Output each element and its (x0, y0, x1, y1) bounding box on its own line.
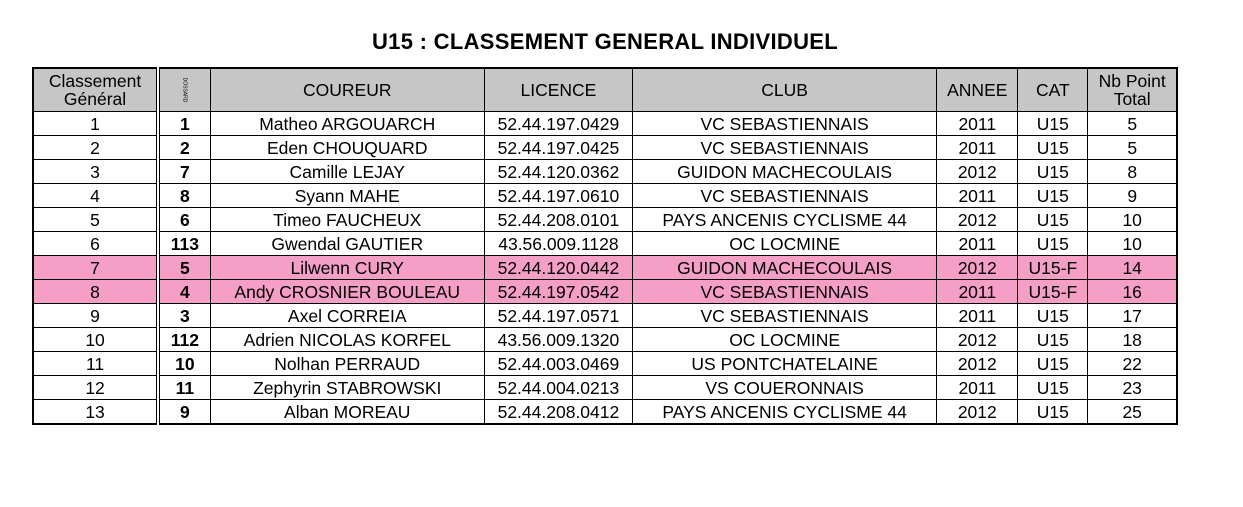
cell-licence: 52.44.120.0362 (484, 160, 632, 184)
cell-rider: Timeo FAUCHEUX (210, 208, 484, 232)
cell-category: U15 (1018, 112, 1088, 136)
cell-rider: Alban MOREAU (210, 400, 484, 425)
cell-bib: 1 (158, 112, 210, 136)
cell-licence: 52.44.003.0469 (484, 352, 632, 376)
cell-year: 2011 (937, 136, 1018, 160)
cell-category: U15-F (1018, 256, 1088, 280)
table-row (33, 352, 1177, 376)
table-row (33, 376, 1177, 400)
cell-points: 18 (1088, 328, 1177, 352)
cell-licence: 52.44.208.0101 (484, 208, 632, 232)
cell-category: U15 (1018, 376, 1088, 400)
cell-rider: Gwendal GAUTIER (210, 232, 484, 256)
header-year: ANNEE (937, 68, 1018, 112)
cell-points: 14 (1088, 256, 1177, 280)
cell-points: 23 (1088, 376, 1177, 400)
cell-rider: Zephyrin STABROWSKI (210, 376, 484, 400)
cell-bib: 5 (158, 256, 210, 280)
cell-licence: 52.44.120.0442 (484, 256, 632, 280)
cell-year: 2011 (937, 304, 1018, 328)
cell-year: 2011 (937, 112, 1018, 136)
cell-rank: 8 (33, 280, 158, 304)
cell-year: 2011 (937, 280, 1018, 304)
cell-points: 9 (1088, 184, 1177, 208)
standings-table (32, 67, 1178, 425)
cell-licence: 52.44.197.0425 (484, 136, 632, 160)
cell-points: 10 (1088, 208, 1177, 232)
header-rank: Classement Général (33, 68, 158, 112)
cell-rider: Axel CORREIA (210, 304, 484, 328)
cell-category: U15 (1018, 328, 1088, 352)
cell-rider: Andy CROSNIER BOULEAU (210, 280, 484, 304)
header-licence: LICENCE (484, 68, 632, 112)
cell-bib: 10 (158, 352, 210, 376)
cell-category: U15-F (1018, 280, 1088, 304)
cell-points: 5 (1088, 112, 1177, 136)
cell-licence: 52.44.197.0542 (484, 280, 632, 304)
cell-category: U15 (1018, 208, 1088, 232)
cell-rider: Lilwenn CURY (210, 256, 484, 280)
table-row (33, 256, 1177, 280)
header-points: Nb Point Total (1088, 68, 1177, 112)
cell-licence: 43.56.009.1320 (484, 328, 632, 352)
cell-rank: 4 (33, 184, 158, 208)
cell-category: U15 (1018, 160, 1088, 184)
cell-points: 25 (1088, 400, 1177, 425)
cell-year: 2012 (937, 208, 1018, 232)
header-row (33, 68, 1177, 112)
cell-category: U15 (1018, 304, 1088, 328)
cell-year: 2011 (937, 376, 1018, 400)
cell-licence: 52.44.004.0213 (484, 376, 632, 400)
cell-club: VC SEBASTIENNAIS (632, 184, 936, 208)
cell-rank: 1 (33, 112, 158, 136)
cell-club: VC SEBASTIENNAIS (632, 136, 936, 160)
cell-club: PAYS ANCENIS CYCLISME 44 (632, 208, 936, 232)
cell-bib: 3 (158, 304, 210, 328)
cell-rank: 5 (33, 208, 158, 232)
cell-club: PAYS ANCENIS CYCLISME 44 (632, 400, 936, 425)
cell-bib: 113 (158, 232, 210, 256)
cell-club: VS COUERONNAIS (632, 376, 936, 400)
cell-rank: 12 (33, 376, 158, 400)
cell-rider: Eden CHOUQUARD (210, 136, 484, 160)
cell-year: 2012 (937, 160, 1018, 184)
cell-category: U15 (1018, 184, 1088, 208)
cell-rank: 3 (33, 160, 158, 184)
table-row (33, 328, 1177, 352)
cell-rank: 9 (33, 304, 158, 328)
cell-category: U15 (1018, 352, 1088, 376)
cell-points: 5 (1088, 136, 1177, 160)
cell-points: 10 (1088, 232, 1177, 256)
cell-rider: Camille LEJAY (210, 160, 484, 184)
header-club: CLUB (632, 68, 936, 112)
cell-year: 2011 (937, 232, 1018, 256)
header-category: CAT (1018, 68, 1088, 112)
table-row (33, 304, 1177, 328)
table-row (33, 280, 1177, 304)
cell-category: U15 (1018, 232, 1088, 256)
table-row (33, 400, 1177, 425)
cell-rank: 10 (33, 328, 158, 352)
cell-licence: 52.44.197.0429 (484, 112, 632, 136)
table-row (33, 184, 1177, 208)
cell-club: OC LOCMINE (632, 232, 936, 256)
cell-points: 22 (1088, 352, 1177, 376)
cell-year: 2012 (937, 328, 1018, 352)
cell-licence: 52.44.197.0571 (484, 304, 632, 328)
cell-club: VC SEBASTIENNAIS (632, 304, 936, 328)
cell-year: 2012 (937, 400, 1018, 425)
cell-points: 17 (1088, 304, 1177, 328)
header-bib: DOSSARD (158, 68, 210, 112)
page-title: U15 : CLASSEMENT GENERAL INDIVIDUEL (371, 29, 839, 54)
cell-bib: 11 (158, 376, 210, 400)
table-row (33, 208, 1177, 232)
cell-bib: 4 (158, 280, 210, 304)
cell-rank: 2 (33, 136, 158, 160)
cell-rider: Syann MAHE (210, 184, 484, 208)
header-rider: COUREUR (210, 68, 484, 112)
cell-rank: 13 (33, 400, 158, 425)
table-row (33, 232, 1177, 256)
cell-points: 8 (1088, 160, 1177, 184)
cell-rider: Adrien NICOLAS KORFEL (210, 328, 484, 352)
cell-year: 2012 (937, 256, 1018, 280)
cell-rank: 6 (33, 232, 158, 256)
cell-club: VC SEBASTIENNAIS (632, 280, 936, 304)
cell-club: VC SEBASTIENNAIS (632, 112, 936, 136)
cell-rider: Nolhan PERRAUD (210, 352, 484, 376)
cell-rank: 11 (33, 352, 158, 376)
cell-bib: 6 (158, 208, 210, 232)
cell-club: GUIDON MACHECOULAIS (632, 256, 936, 280)
cell-points: 16 (1088, 280, 1177, 304)
table-row (33, 136, 1177, 160)
cell-year: 2011 (937, 184, 1018, 208)
cell-bib: 9 (158, 400, 210, 425)
cell-rank: 7 (33, 256, 158, 280)
cell-category: U15 (1018, 400, 1088, 425)
cell-bib: 112 (158, 328, 210, 352)
cell-bib: 7 (158, 160, 210, 184)
cell-rider: Matheo ARGOUARCH (210, 112, 484, 136)
cell-club: OC LOCMINE (632, 328, 936, 352)
cell-licence: 52.44.197.0610 (484, 184, 632, 208)
cell-category: U15 (1018, 136, 1088, 160)
cell-club: US PONTCHATELAINE (632, 352, 936, 376)
table-row (33, 160, 1177, 184)
cell-year: 2012 (937, 352, 1018, 376)
cell-club: GUIDON MACHECOULAIS (632, 160, 936, 184)
cell-bib: 2 (158, 136, 210, 160)
cell-licence: 52.44.208.0412 (484, 400, 632, 425)
cell-licence: 43.56.009.1128 (484, 232, 632, 256)
cell-bib: 8 (158, 184, 210, 208)
table-row (33, 112, 1177, 136)
